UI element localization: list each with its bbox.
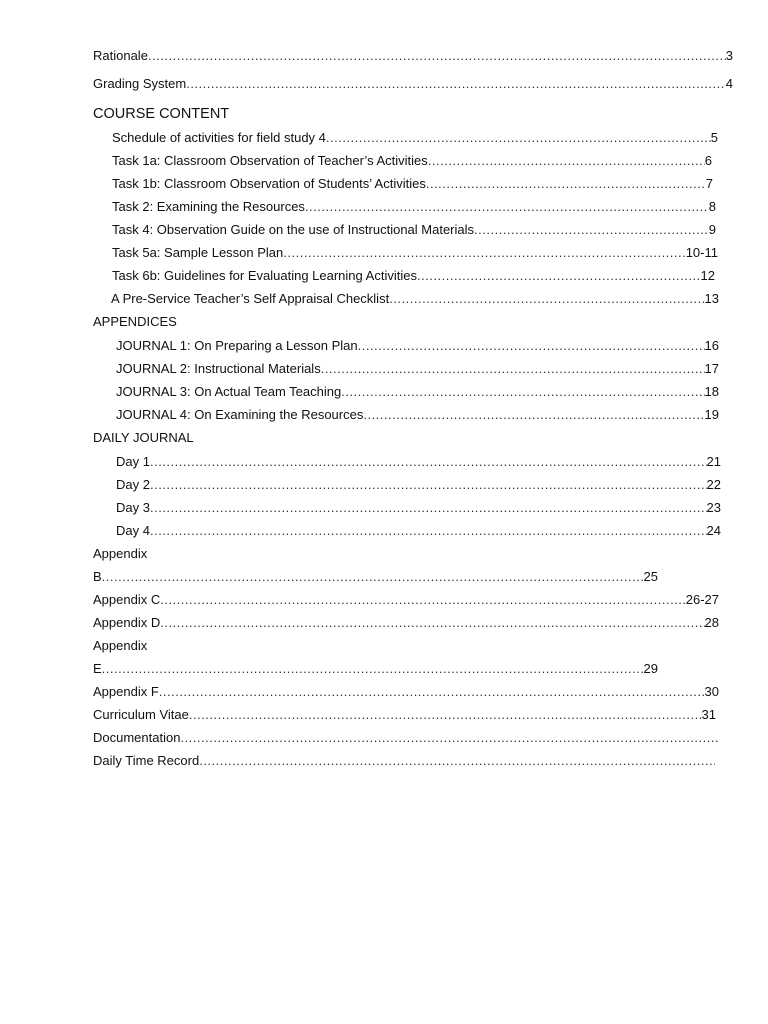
toc-entry [116, 382, 719, 402]
toc-entry-label: Curriculum Vitae [93, 707, 189, 722]
toc-entry-page: 18 [704, 384, 719, 399]
toc-entry [116, 475, 721, 495]
toc-entry-page: 10-11 [685, 245, 718, 260]
toc-entry-label: Documentation [93, 730, 181, 745]
dot-leader [326, 128, 711, 148]
toc-entry [116, 521, 721, 541]
toc-entry [116, 359, 719, 379]
toc-entry-label: Schedule of activities for field study 4 [112, 130, 326, 145]
toc-entry-page: 31 [701, 707, 716, 722]
dot-leader [305, 197, 709, 217]
dot-leader [389, 289, 704, 309]
toc-entry-documentation [93, 728, 720, 748]
dot-leader [321, 359, 705, 379]
toc-entry-page: 8 [708, 199, 716, 214]
dot-leader [417, 266, 701, 286]
toc-entry-curriculum-vitae [93, 705, 716, 725]
toc-entry-label: Day 2 [116, 477, 150, 492]
toc-entry-label: Daily Time Record [93, 753, 200, 768]
dot-leader [428, 151, 705, 171]
toc-entry [112, 243, 718, 263]
toc-entry [112, 151, 712, 171]
dot-leader [341, 382, 704, 402]
toc-entry-rationale [93, 46, 733, 66]
toc-entry-label: JOURNAL 2: Instructional Materials [116, 361, 321, 376]
toc-entry-page: 24 [706, 523, 721, 538]
toc-entry-label: Task 1b: Classroom Observation of Students’ Activities [112, 176, 426, 191]
toc-entry-page: 25 [643, 569, 658, 584]
toc-entry-label: Day 4 [116, 523, 150, 538]
toc-entry [116, 498, 721, 518]
toc-entry-label: JOURNAL 1: On Preparing a Lesson Plan [116, 338, 358, 353]
toc-entry-page: 28 [704, 615, 719, 630]
dot-leader [160, 613, 704, 633]
dot-leader [102, 567, 644, 587]
toc-entry-label: Day 1 [116, 454, 150, 469]
toc-entry-label: Task 6b: Guidelines for Evaluating Learning Activities [112, 268, 417, 283]
dot-leader [148, 46, 726, 66]
toc-entry-label: Rationale [93, 48, 148, 63]
toc-entry-appendix-c [93, 590, 719, 610]
toc-entry-page: 5 [710, 130, 718, 145]
section-heading-course-content: COURSE CONTENT [93, 106, 230, 122]
dot-leader [358, 336, 705, 356]
dot-leader [186, 74, 726, 94]
dot-leader [363, 405, 704, 425]
toc-entry-page: 23 [706, 500, 721, 515]
toc-entry-page: 3 [725, 48, 733, 63]
dot-leader [426, 174, 706, 194]
appendix-e-heading: Appendix [93, 638, 148, 653]
dot-leader [150, 452, 707, 472]
section-heading-daily-journal: DAILY JOURNAL [93, 430, 194, 445]
toc-entry-label: Appendix D [93, 615, 161, 630]
toc-entry-page: 6 [704, 153, 712, 168]
toc-entry-label: JOURNAL 3: On Actual Team Teaching [116, 384, 342, 399]
toc-entry-page: 7 [705, 176, 713, 191]
toc-entry-label: A Pre-Service Teacher’s Self Appraisal Checklist [111, 291, 390, 306]
toc-entry-label: JOURNAL 4: On Examining the Resources [116, 407, 364, 422]
dot-leader [159, 682, 705, 702]
dot-leader [474, 220, 709, 240]
toc-entry-label: Task 4: Observation Guide on the use of Instructional Materials [112, 222, 475, 237]
toc-entry-label: Task 5a: Sample Lesson Plan [112, 245, 284, 260]
toc-entry-label: E [93, 661, 102, 676]
dot-leader [102, 659, 644, 679]
dot-leader [150, 521, 707, 541]
toc-entry-appendix-f [93, 682, 719, 702]
toc-entry-daily-time-record [93, 751, 715, 771]
dot-leader [180, 728, 720, 748]
toc-entry [111, 289, 719, 309]
toc-entry-label: Grading System [93, 76, 187, 91]
toc-entry-appendix-d [93, 613, 719, 633]
toc-entry-appendix-b [93, 567, 658, 587]
section-heading-appendices: APPENDICES [93, 314, 177, 329]
toc-entry-page: 13 [704, 291, 719, 306]
toc-entry [116, 405, 719, 425]
dot-leader [160, 590, 686, 610]
toc-entry-label: B [93, 569, 102, 584]
toc-entry [112, 174, 713, 194]
toc-entry-grading-system [93, 74, 733, 94]
toc-entry-label: Appendix F [93, 684, 159, 699]
toc-entry-page: 29 [643, 661, 658, 676]
dot-leader [199, 751, 715, 771]
toc-entry [112, 266, 715, 286]
toc-entry [112, 220, 716, 240]
toc-entry-label: Task 2: Examining the Resources [112, 199, 305, 214]
toc-entry-page: 30 [704, 684, 719, 699]
toc-entry-page: 22 [706, 477, 721, 492]
toc-entry-label: Day 3 [116, 500, 150, 515]
toc-entry-page: 26-27 [685, 592, 719, 607]
toc-entry-page: 17 [704, 361, 719, 376]
toc-entry-page: 19 [704, 407, 719, 422]
toc-entry-label: Task 1a: Classroom Observation of Teacher’s Activities [112, 153, 428, 168]
dot-leader [283, 243, 685, 263]
appendix-b-heading: Appendix [93, 546, 148, 561]
toc-entry [112, 128, 718, 148]
toc-entry-page: 9 [708, 222, 716, 237]
toc-entry-page: 12 [700, 268, 715, 283]
toc-entry-page: 21 [706, 454, 721, 469]
dot-leader [189, 705, 702, 725]
toc-entry [116, 336, 719, 356]
toc-entry [112, 197, 716, 217]
dot-leader [150, 475, 707, 495]
toc-entry-appendix-e [93, 659, 658, 679]
dot-leader [150, 498, 707, 518]
toc-entry [116, 452, 721, 472]
toc-entry-page: 16 [704, 338, 719, 353]
toc-entry-label: Appendix C [93, 592, 161, 607]
toc-entry-page: 4 [725, 76, 733, 91]
